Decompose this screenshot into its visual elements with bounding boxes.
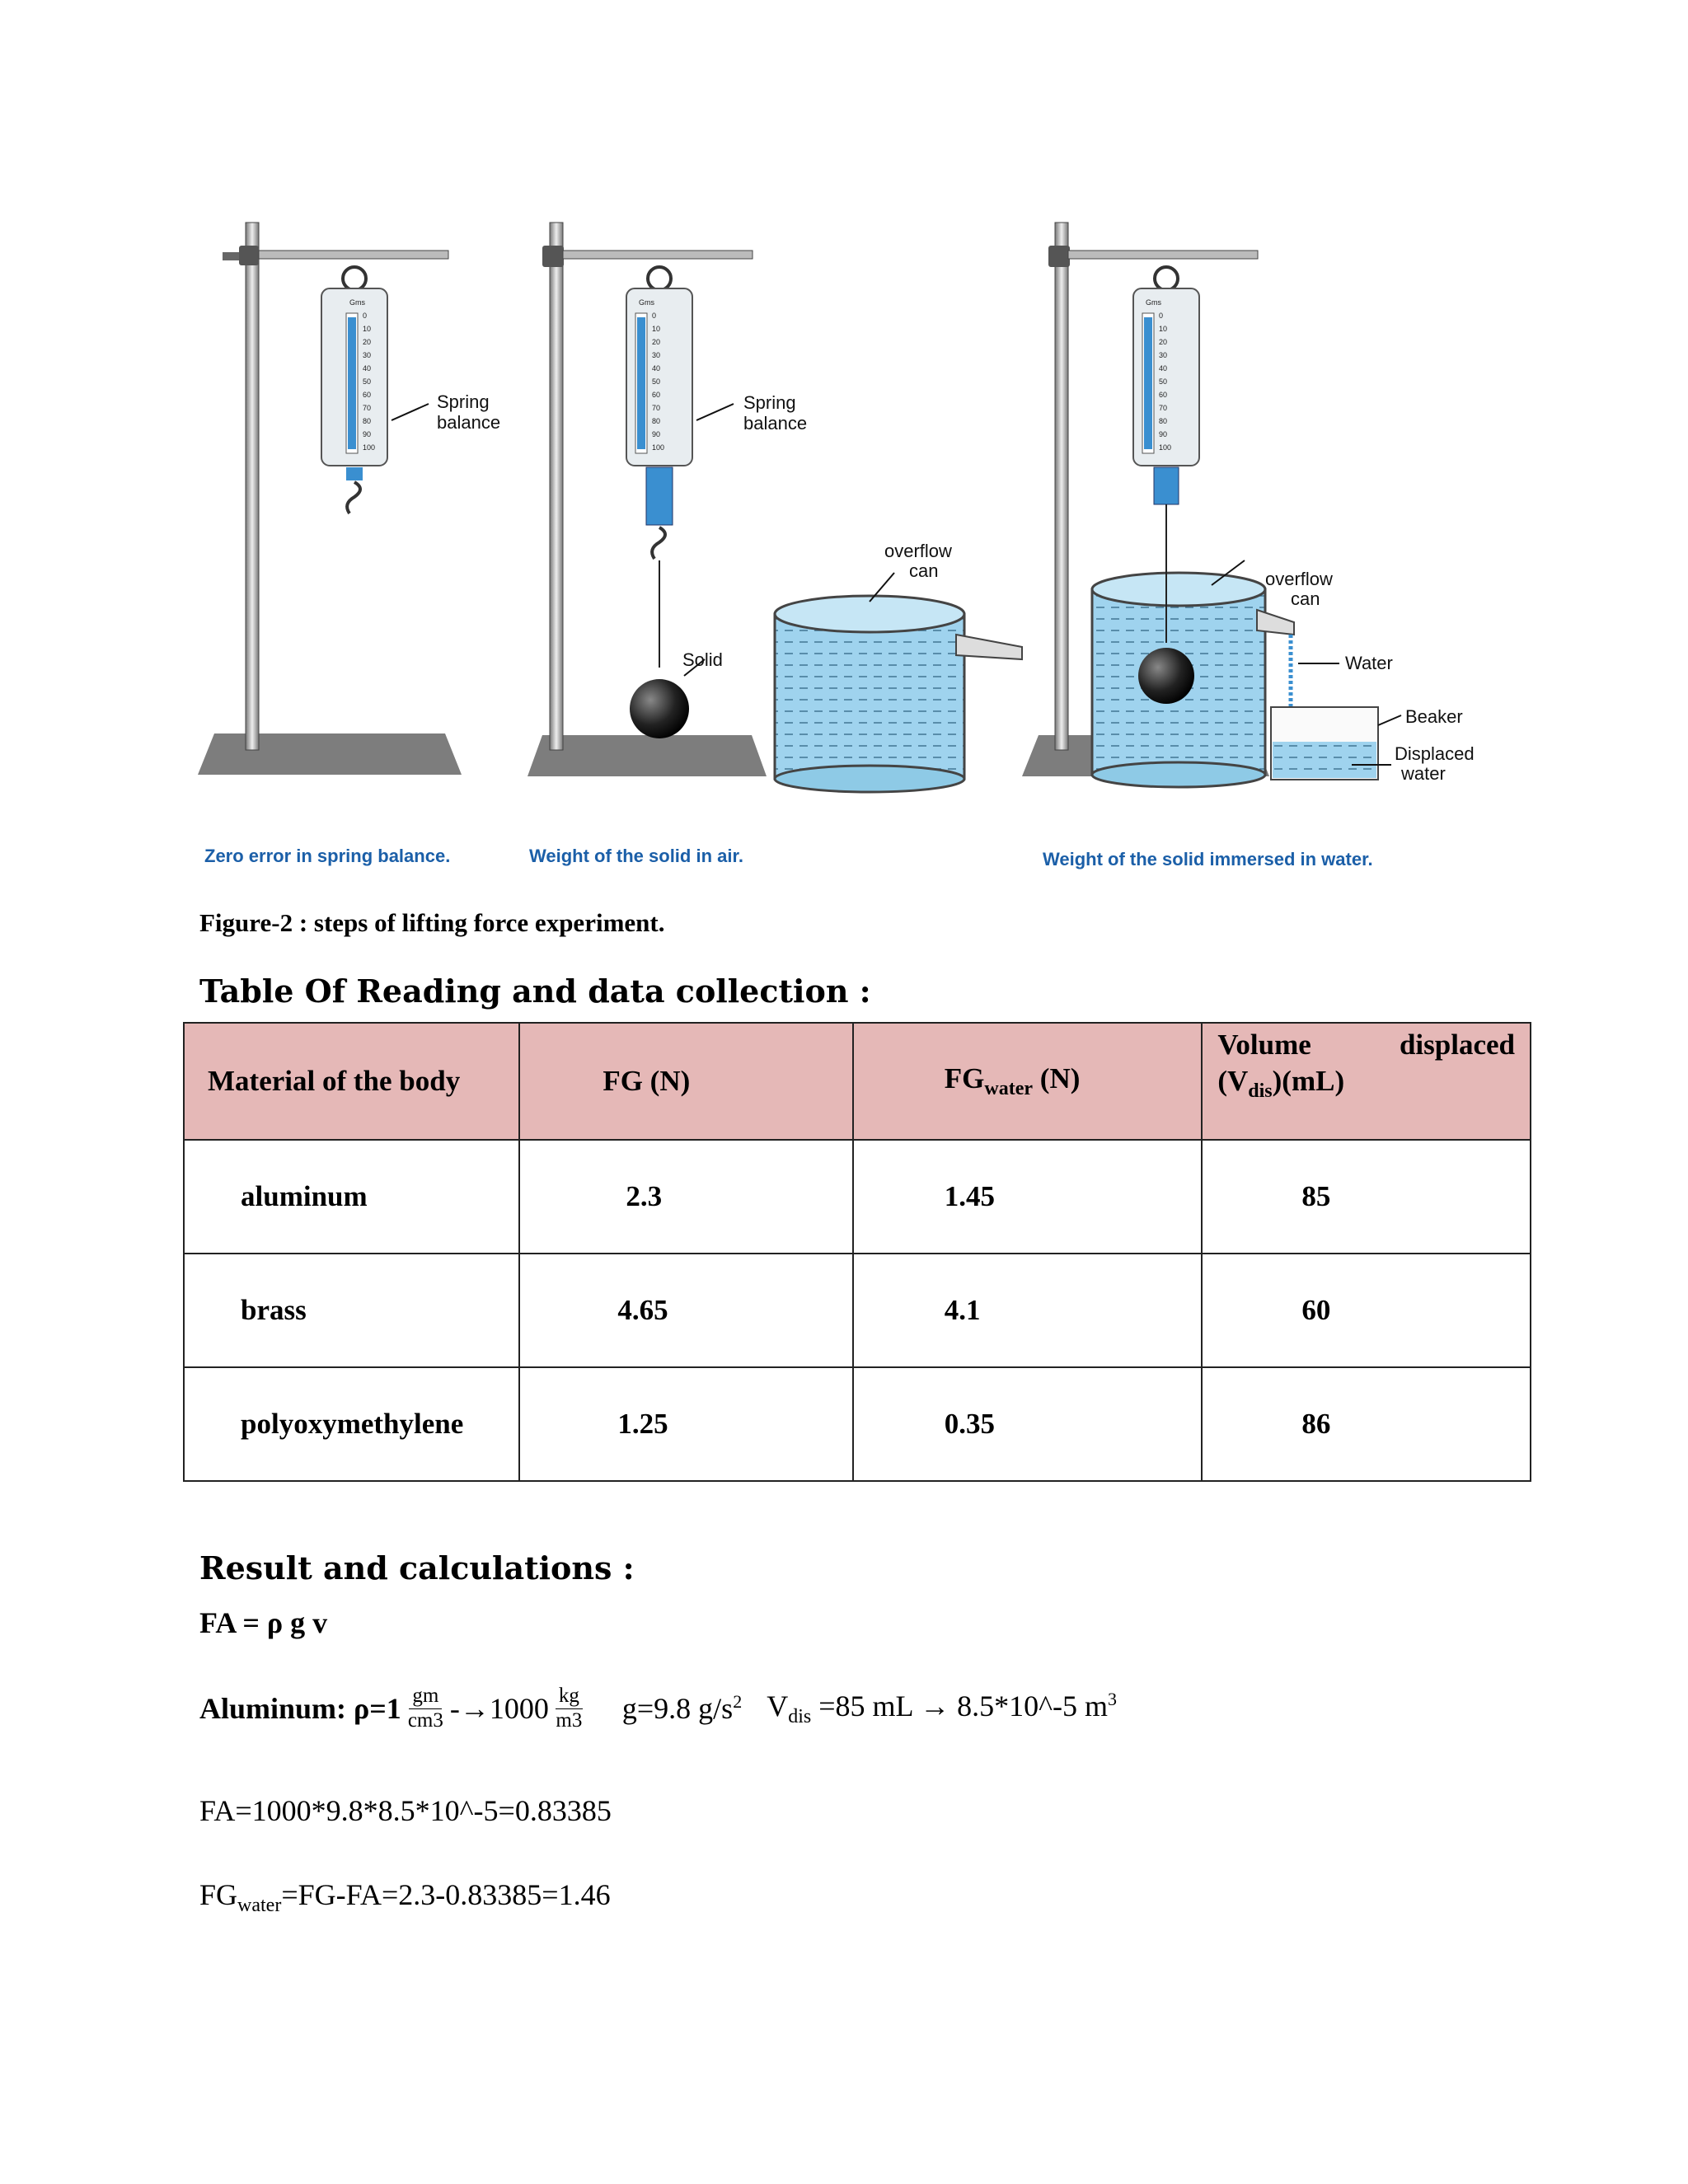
cell-material: brass bbox=[184, 1254, 519, 1367]
stand-pole bbox=[1055, 223, 1068, 750]
cell-fgwater: 0.35 bbox=[853, 1367, 1203, 1481]
header-volume-line1 bbox=[1217, 1027, 1515, 1063]
table-header-row bbox=[184, 1023, 1531, 1140]
stand2-caption: Weight of the solid in air. bbox=[529, 846, 743, 866]
fraction-numerator: kg bbox=[556, 1685, 583, 1709]
scale-unit: Gms bbox=[349, 298, 365, 307]
scale-mark: 30 bbox=[363, 351, 372, 359]
figure-caption: Figure-2 : steps of lifting force experiment. bbox=[199, 908, 665, 937]
cell-volume: 60 bbox=[1202, 1254, 1531, 1367]
fraction-kg-m3 bbox=[556, 1685, 583, 1733]
scale-mark: 80 bbox=[1159, 417, 1168, 425]
fgwater-subscript: water bbox=[237, 1895, 282, 1917]
header-volume-word: Volume bbox=[1217, 1029, 1311, 1061]
scale-mark: 90 bbox=[652, 430, 661, 438]
scale-mark: 70 bbox=[652, 404, 661, 412]
fraction-denominator: m3 bbox=[556, 1708, 583, 1732]
header-fgwater-main: FG bbox=[944, 1062, 985, 1094]
stand-weight-in-water bbox=[1022, 223, 1475, 869]
conversion-arrow: -→1000 bbox=[449, 1692, 549, 1726]
scale-mark: 100 bbox=[363, 443, 376, 452]
scale-mark: 10 bbox=[363, 325, 372, 333]
scale-mark: 40 bbox=[1159, 364, 1168, 373]
can-bottom bbox=[1092, 762, 1265, 787]
spring-balance-pointer bbox=[696, 404, 734, 420]
scale-mark: 50 bbox=[1159, 377, 1168, 386]
table-row bbox=[184, 1140, 1531, 1254]
table-row bbox=[184, 1367, 1531, 1481]
balance-hook-stem bbox=[346, 467, 363, 480]
balance-ring bbox=[343, 267, 366, 290]
header-volume-open: (V bbox=[1217, 1064, 1249, 1097]
overflow-label-2: can bbox=[909, 560, 939, 581]
scale-mark: 50 bbox=[652, 377, 661, 386]
scale-mark: 10 bbox=[1159, 325, 1168, 333]
spring-balance-pointer bbox=[392, 404, 429, 420]
scale-mark: 0 bbox=[363, 312, 368, 320]
extended-spring bbox=[646, 467, 673, 525]
balance-ring bbox=[1155, 267, 1178, 290]
scale-mark: 0 bbox=[652, 312, 657, 320]
stand-zero-error bbox=[198, 223, 500, 866]
stand3-caption: Weight of the solid immersed in water. bbox=[1043, 849, 1373, 869]
fa-calculation: FA=1000*9.8*8.5*10^-5=0.83385 bbox=[199, 1794, 612, 1827]
stand-arm bbox=[259, 251, 448, 259]
cell-volume: 86 bbox=[1202, 1367, 1531, 1481]
beaker-pointer bbox=[1378, 715, 1401, 725]
overflow-label-1: overflow bbox=[884, 541, 952, 561]
stand-arm bbox=[1068, 251, 1258, 259]
scale-mark: 60 bbox=[652, 391, 661, 399]
solid-label: Solid bbox=[682, 649, 723, 670]
balance-scale-fill bbox=[1144, 317, 1152, 449]
spring-stem bbox=[1154, 467, 1179, 504]
displaced-label-1: Displaced bbox=[1395, 743, 1475, 764]
table-heading: Table Of Reading and data collection : bbox=[199, 972, 871, 1010]
displaced-label-2: water bbox=[1401, 763, 1446, 784]
scale-mark: 70 bbox=[363, 404, 372, 412]
header-volume-line2 bbox=[1217, 1063, 1515, 1104]
table-row bbox=[184, 1254, 1531, 1367]
stand-pole bbox=[246, 223, 259, 750]
displaced-water bbox=[1273, 742, 1376, 778]
scale-mark: 40 bbox=[363, 364, 372, 373]
cell-fgwater: 4.1 bbox=[853, 1254, 1203, 1367]
cell-material: aluminum bbox=[184, 1140, 519, 1254]
header-volume-sub: dis bbox=[1248, 1080, 1273, 1102]
scale-mark: 40 bbox=[652, 364, 661, 373]
fraction-numerator: gm bbox=[409, 1685, 442, 1709]
scale-mark: 90 bbox=[363, 430, 372, 438]
fraction-denominator: cm3 bbox=[407, 1708, 443, 1732]
can-spout bbox=[956, 635, 1022, 659]
spring-label-2: balance bbox=[437, 412, 501, 433]
stand-clamp bbox=[1048, 246, 1070, 267]
scale-mark: 30 bbox=[1159, 351, 1168, 359]
volume-text: =85 mL → 8.5*10^-5 m bbox=[811, 1690, 1109, 1723]
scale-mark: 20 bbox=[652, 338, 661, 346]
scale-mark: 70 bbox=[1159, 404, 1168, 412]
volume-subscript: dis bbox=[788, 1706, 812, 1728]
stand-clamp bbox=[542, 246, 564, 267]
scale-mark: 80 bbox=[652, 417, 661, 425]
cell-fg: 2.3 bbox=[519, 1140, 852, 1254]
overflow-label-1: overflow bbox=[1265, 569, 1333, 589]
overflow-can-1 bbox=[775, 541, 1022, 792]
cell-fgwater: 1.45 bbox=[853, 1140, 1203, 1254]
scale-mark: 20 bbox=[1159, 338, 1168, 346]
spring-label-1: Spring bbox=[437, 391, 490, 412]
header-volume bbox=[1202, 1023, 1531, 1140]
header-fgwater-unit: (N) bbox=[1033, 1062, 1081, 1094]
balance-scale-fill bbox=[637, 317, 645, 449]
result-heading: Result and calculations : bbox=[199, 1549, 635, 1586]
cell-material: polyoxymethylene bbox=[184, 1367, 519, 1481]
stand1-caption: Zero error in spring balance. bbox=[204, 846, 451, 866]
scale-mark: 60 bbox=[1159, 391, 1168, 399]
clamp-screw bbox=[223, 252, 239, 260]
balance-ring bbox=[648, 267, 671, 290]
scale-mark: 0 bbox=[1159, 312, 1164, 320]
scale-mark: 90 bbox=[1159, 430, 1168, 438]
volume-value bbox=[767, 1689, 1117, 1728]
cell-fg: 4.65 bbox=[519, 1254, 852, 1367]
header-material: Material of the body bbox=[184, 1023, 519, 1140]
stand-arm bbox=[563, 251, 753, 259]
water-label: Water bbox=[1345, 653, 1393, 673]
scale-mark: 60 bbox=[363, 391, 372, 399]
scale-mark: 20 bbox=[363, 338, 372, 346]
submerged-solid bbox=[1138, 648, 1194, 704]
cell-volume: 85 bbox=[1202, 1140, 1531, 1254]
fraction-gm-cm3 bbox=[408, 1685, 443, 1733]
scale-mark: 30 bbox=[652, 351, 661, 359]
gravity-text: g=9.8 g/s bbox=[621, 1692, 734, 1726]
can-rim bbox=[1092, 573, 1265, 606]
scale-unit: Gms bbox=[1146, 298, 1161, 307]
header-volume-close: )(mL) bbox=[1272, 1064, 1345, 1097]
scale-mark: 100 bbox=[652, 443, 665, 452]
fgwater-rest: =FG-FA=2.3-0.83385=1.46 bbox=[281, 1878, 611, 1911]
header-volume-word2: displaced bbox=[1399, 1029, 1515, 1061]
scale-unit: Gms bbox=[639, 298, 654, 307]
scale-mark: 10 bbox=[652, 325, 661, 333]
stand-base bbox=[198, 733, 462, 775]
readings-table bbox=[183, 1022, 1531, 1482]
volume-symbol: V bbox=[767, 1690, 789, 1723]
gravity-value bbox=[622, 1691, 742, 1726]
balance-hook bbox=[652, 527, 665, 559]
scale-mark: 80 bbox=[363, 417, 372, 425]
overflow-label-2: can bbox=[1291, 588, 1320, 609]
aluminum-calculation bbox=[199, 1685, 1117, 1733]
fa-formula: FA = ρ g v bbox=[199, 1606, 328, 1639]
spring-label-1: Spring bbox=[743, 392, 796, 413]
can-water bbox=[775, 614, 964, 779]
aluminum-prefix: Aluminum: ρ=1 bbox=[199, 1692, 401, 1726]
balance-hook bbox=[347, 482, 360, 513]
stand-pole bbox=[550, 223, 563, 750]
gravity-exponent: 2 bbox=[733, 1691, 743, 1713]
header-fg: FG (N) bbox=[519, 1023, 852, 1140]
fgwater-main: FG bbox=[199, 1878, 238, 1911]
scale-mark: 100 bbox=[1159, 443, 1172, 452]
experiment-figure bbox=[190, 198, 1475, 882]
cell-fg: 1.25 bbox=[519, 1367, 852, 1481]
scale-mark: 50 bbox=[363, 377, 372, 386]
can-spout bbox=[1257, 610, 1294, 635]
can-bottom bbox=[775, 766, 964, 792]
fgwater-calculation bbox=[199, 1877, 611, 1917]
volume-exponent: 3 bbox=[1108, 1689, 1118, 1710]
solid-ball bbox=[630, 679, 689, 738]
balance-scale-fill bbox=[348, 317, 356, 449]
header-fgwater bbox=[853, 1023, 1203, 1140]
stand-weight-in-air bbox=[528, 223, 807, 866]
beaker-label: Beaker bbox=[1405, 706, 1463, 727]
header-fgwater-sub: water bbox=[984, 1078, 1034, 1099]
spring-label-2: balance bbox=[743, 413, 808, 434]
stand-clamp bbox=[239, 246, 259, 265]
